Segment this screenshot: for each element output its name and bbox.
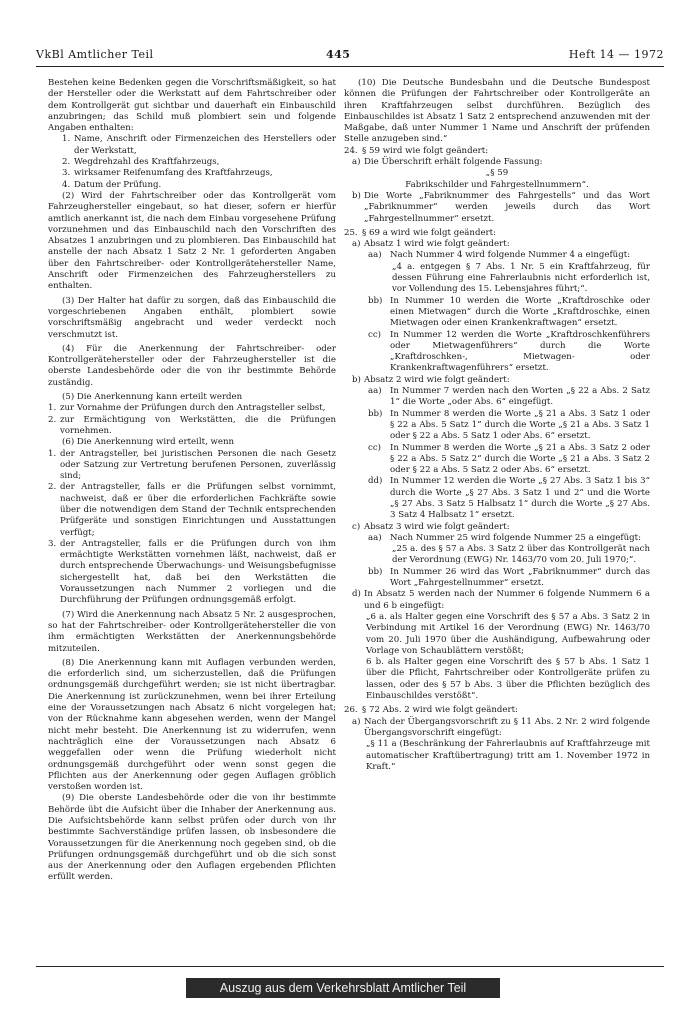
list-item: bb) In Nummer 10 werden die Worte „Kraftdroschke oder einen Mietwagen“ durch die Worte „Kraftdroschke, einen Mietwagen oder einen Krankenkraftwagen“ ersetzt.: [368, 295, 650, 329]
quote-block: 6 b. als Halter gegen eine Vorschrift des § 57 b Abs. 1 Satz 1 über die Pflicht, Fahrtschreiber oder Kontrollgeräte prüfen zu lassen, oder des § 57 b Abs. 3 über die Pflichten bezüglich des Einbauschildes verstößt“.: [366, 657, 650, 702]
list-item: cc) In Nummer 12 werden die Worte „Kraftdroschkenführers oder Mietwagenführers“ durch die Worte „Kraftdroschken-, Mietwagen- oder Krankenkraftwagenführers“ ersetzt.: [368, 329, 650, 374]
list-item: dd) In Nummer 12 werden die Worte „§ 27 Abs. 3 Satz 1 bis 3“ durch die Worte „§ 27 Abs. 3 Satz 1 und 2“ und die Worte „§ 27 Abs. 3 Satz 5 Halbsatz 1“ durch die Worte „§ 27 Abs. 3 Satz 4 Halbsatz 1“ ersetzt.: [368, 476, 650, 521]
quote-block: „25 a. des § 57 a Abs. 3 Satz 2 über das Kontrollgerät nach der Verordnung (EWG) Nr. 1463/70 vom 20. Juli 1970;“.: [392, 544, 650, 566]
list-item: 1. zur Vornahme der Prüfungen durch den Antragsteller selbst,: [48, 403, 326, 414]
paragraph: (2) Wird der Fahrtschreiber oder das Kontrollgerät vom Fahrzeughersteller eingebaut, so hat dieser, sofern er hierfür amtlich anerkannt ist, die nach dem Einbau vorgesehene Prüfung vorzunehmen und das Einbauschild nach den Vorschriften des Absatzes 1 anzubringen und zu plombieren. Das Einbauschild hat anstelle der nach Absatz 1 Satz 2 Nr. 1 geforderten Angaben über den Fahrtschreiber- oder Kontrollgerätehersteller Name, Anschrift oder Firmenzeichen des Fahrzeugherstellers zu enthalten.: [48, 190, 336, 292]
list-item: bb) In Nummer 26 wird das Wort „Fabriknummer“ durch das Wort „Fahrgestellnummer“ ersetzt.: [368, 566, 650, 589]
paragraph: (8) Die Anerkennung kann mit Auflagen verbunden werden, die erforderlich sind, um sicherzustellen, daß die Prüfungen ordnungsgemäß durchgeführt werden; sie ist nicht übertragbar. Die Anerkennung ist zurückzunehmen, wenn bei ihrer Erteilung eine der Voraussetzungen nach Absatz 6 nicht vorgelegen hat; von der Rücknahme kann abgesehen werden, wenn der Mangel nicht mehr besteht. Die Anerkennung ist zu widerrufen, wenn nachträglich eine der Voraussetzungen nach Absatz 6 weggefallen oder wenn die Prüfung wiederholt nicht ordnungsgemäß durchgeführt oder wenn sonst gegen die Pflichten aus der Anerkennung oder gegen Auflagen gröblich verstoßen worden ist.: [48, 657, 336, 793]
paragraph: (3) Der Halter hat dafür zu sorgen, daß das Einbauschild die vorgeschriebenen Angaben enthält, plombiert sowie vorschriftsmäßig angebracht und weder verdeckt noch verschmutzt ist.: [48, 295, 336, 340]
list-item: aa) In Nummer 7 werden nach den Worten „§ 22 a Abs. 2 Satz 1“ die Worte „oder Abs. 6“ eingefügt.: [368, 386, 650, 408]
list-item: 25. § 69 a wird wie folgt geändert:: [344, 227, 496, 238]
right-column: [344, 78, 650, 773]
paragraph: (10) Die Deutsche Bundesbahn und die Deutsche Bundespost können die Prüfungen der Fahrtschreiber oder Kontrollgeräte an ihren Kraftfahrzeugen selbst durchführen. Bezüglich des Einbauschildes ist Absatz 1 Satz 2 entsprechend anzuwenden mit der Maßgabe, daß unter Nummer 1 Name und Anschrift der prüfenden Stelle anzugeben sind.“: [344, 78, 650, 145]
list-item: aa) Nach Nummer 25 wird folgende Nummer 25 a eingefügt:: [368, 532, 641, 543]
list-item: a) Absatz 1 wird wie folgt geändert:: [352, 239, 510, 250]
quote-block: „4 a. entgegen § 7 Abs. 1 Nr. 5 ein Kraftfahrzeug, für dessen Führung eine Fahrerlaubnis nicht erforderlich ist, vor Vollendung des 15. Lebensjahres führt;“.: [392, 261, 650, 295]
list-item: cc) In Nummer 8 werden die Worte „§ 21 a Abs. 3 Satz 2 oder § 22 a Abs. 5 Satz 2“ durch die Worte „§ 21 a Abs. 3 Satz 2 oder § 22 a Abs. 5 Satz 2 oder Abs. 6“ ersetzt.: [368, 442, 650, 476]
paragraph: Bestehen keine Bedenken gegen die Vorschriftsmäßigkeit, so hat der Hersteller oder die Werkstatt auf dem Fahrtschreiber oder dem Kontrollgerät gut sichtbar und dauerhaft ein Einbauschild anzubringen; das Schild muß plombiert sein und folgende Angaben enthalten:: [48, 78, 336, 134]
journal-name: VkBl Amtlicher Teil: [36, 48, 154, 61]
list-item: c) Absatz 3 wird wie folgt geändert:: [352, 521, 510, 532]
left-column: [48, 78, 336, 884]
list-item: 24. § 59 wird wie folgt geändert:: [344, 145, 489, 156]
page-number: 445: [326, 48, 351, 61]
footer-rule: [36, 966, 664, 967]
footer-caption: Auszug aus dem Verkehrsblatt Amtlicher Teil: [186, 978, 500, 998]
list-item: 1. Name, Anschrift oder Firmenzeichen des Herstellers oder der Werkstatt,: [62, 134, 336, 156]
list-item: 26. § 72 Abs. 2 wird wie folgt geändert:: [344, 705, 518, 716]
issue-label: Heft 14 — 1972: [568, 48, 664, 61]
paragraph: (4) Für die Anerkennung der Fahrtschreiber- oder Kontrollgerätehersteller oder der Fahrzeughersteller ist die oberste Landesbehörde oder die von ihr bestimmte Behörde zuständig.: [48, 343, 336, 388]
header-rule: [36, 66, 664, 67]
page-header: [36, 48, 664, 64]
list-item: 2. Wegdrehzahl des Kraftfahrzeugs,: [62, 157, 220, 168]
paragraph: (9) Die oberste Landesbehörde oder die von ihr bestimmte Behörde übt die Aufsicht über die Inhaber der Anerkennung aus. Die Aufsichtsbehörde kann selbst prüfen oder durch von ihr bestimmte Sachverständige prüfen lassen, ob insbesondere die Voraussetzungen für die Anerkennung noch gegeben sind, ob die Prüfungen ordnungsgemäß durchgeführt und ob die sich sonst aus der Anerkennung oder den Auflagen ergebenden Pflichten erfüllt werden.: [48, 793, 336, 883]
quote-line: Fabrikschilder und Fahrgestellnummern“.: [405, 179, 589, 190]
list-item: b) Absatz 2 wird wie folgt geändert:: [352, 374, 510, 385]
list-item: 4. Datum der Prüfung.: [62, 179, 162, 190]
list-item: 2. der Antragsteller, falls er die Prüfungen selbst vornimmt, nachweist, daß er über die erforderlichen Fachkräfte sowie über die notwendigen dem Stand der Technik entsprechenden Prüfgeräte und sonstigen Einrichtungen und Ausstattungen verfügt;: [48, 482, 336, 538]
quote-block: „§ 11 a (Beschränkung der Fahrerlaubnis auf Kraftfahrzeuge mit automatischer Kraftübertragung) tritt am 1. November 1972 in Kraft.“: [366, 739, 650, 772]
quote-line: „§ 59: [485, 168, 509, 179]
list-item: 1. der Antragsteller, bei juristischen Personen die nach Gesetz oder Satzung zur Vertretung berufenen Personen, zuverlässig sind;: [48, 448, 336, 482]
paragraph: (6) Die Anerkennung wird erteilt, wenn: [62, 437, 235, 448]
list-item: 2. zur Ermächtigung von Werkstätten, die die Prüfungen vornehmen.: [48, 414, 336, 436]
list-item: aa) Nach Nummer 4 wird folgende Nummer 4 a eingefügt:: [368, 250, 631, 261]
list-item: 3. der Antragsteller, falls er die Prüfungen durch von ihm ermächtigte Werkstätten vornehmen läßt, nachweist, daß er durch entsprechende Überwachungs- und Weisungsbefugnisse sichergestellt hat, daß bei den Werkstätten die Voraussetzungen nach Nummer 2 vorliegen und die Durchführung der Prüfungen ordnungsgemäß erfolgt.: [48, 538, 336, 606]
paragraph: (7) Wird die Anerkennung nach Absatz 5 Nr. 2 ausgesprochen, so hat der Fahrtschreiber- oder Kontrollgerätehersteller die von ihm ermächtigten Werkstätten der Anerkennungsbehörde mitzuteilen.: [48, 609, 336, 654]
list-item: bb) In Nummer 8 werden die Worte „§ 21 a Abs. 3 Satz 1 oder § 22 a Abs. 5 Satz 1“ durch die Worte „§ 21 a Abs. 3 Satz 1 oder § 22 a Abs. 5 Satz 1 oder Abs. 6“ ersetzt.: [368, 408, 650, 442]
list-item: a) Nach der Übergangsvorschrift zu § 11 Abs. 2 Nr. 2 wird folgende Übergangsvorschrift eingefügt:: [352, 716, 650, 738]
list-item: b) Die Worte „Fabriknummer des Fahrgestells“ und das Wort „Fabriknummer“ werden jeweils durch das Wort „Fahrgestellnummer“ ersetzt.: [352, 190, 650, 224]
list-item: d) In Absatz 5 werden nach der Nummer 6 folgende Nummern 6 a und 6 b eingefügt:: [352, 589, 650, 611]
list-item: a) Die Überschrift erhält folgende Fassung:: [352, 157, 543, 168]
list-item: 3. wirksamer Reifenumfang des Kraftfahrzeugs,: [62, 168, 273, 179]
quote-block: „6 a. als Halter gegen eine Vorschrift des § 57 a Abs. 3 Satz 2 in Verbindung mit Artikel 16 der Verordnung (EWG) Nr. 1463/70 vom 20. Juli 1970 über die Aushändigung, Aufbewahrung oder Vorlage von Schaublättern verstößt;: [366, 611, 650, 656]
paragraph: (5) Die Anerkennung kann erteilt werden: [62, 392, 243, 403]
